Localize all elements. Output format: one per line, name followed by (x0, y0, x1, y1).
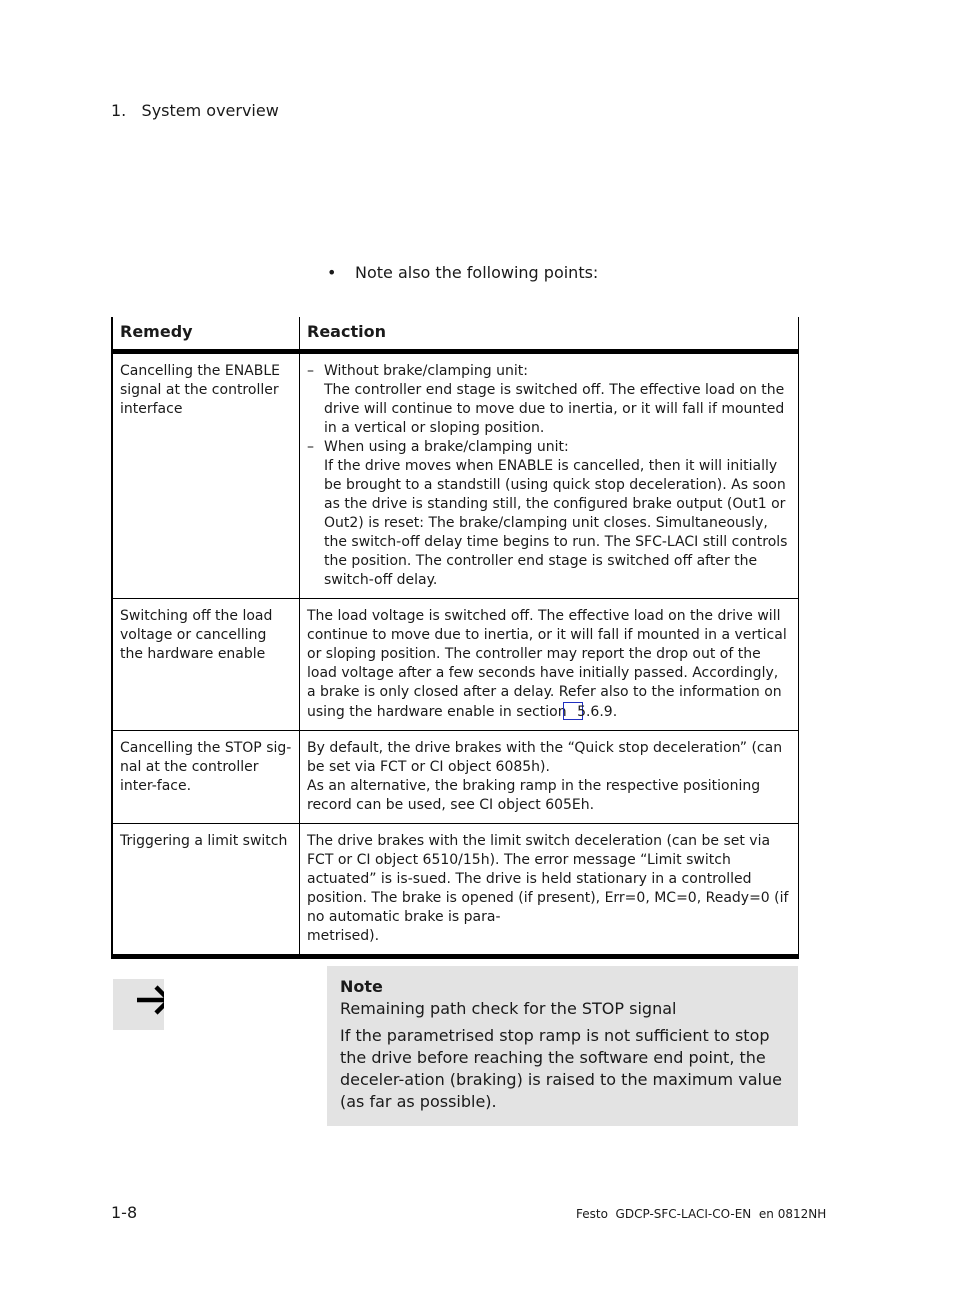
reaction-cell (300, 824, 799, 957)
remedy-cell: Cancelling the STOP sig-nal at the controller inter-face. (112, 731, 300, 824)
dash-glyph: – (307, 363, 314, 379)
table-row (112, 599, 799, 731)
running-header (111, 101, 279, 120)
reaction-cell (300, 352, 799, 599)
table-header-row (112, 317, 799, 352)
reaction-cell (300, 731, 799, 824)
chapter-number: 1. (111, 101, 127, 120)
dash-glyph: – (307, 439, 314, 455)
intro-bullet (327, 263, 598, 282)
page-number: 1-8 (111, 1203, 138, 1222)
list-item-heading: Without brake/clamping unit: (324, 363, 528, 379)
arrow-right-icon (113, 979, 164, 1030)
reaction-line: metrised). (307, 928, 380, 944)
note-arrow-box (113, 979, 164, 1030)
note-box (327, 966, 798, 1126)
remedy-cell: Cancelling the ENABLE signal at the controller interface (112, 352, 300, 599)
intro-text: Note also the following points: (355, 263, 599, 282)
document-id: Festo GDCP-SFC-LACI-CO-EN en 0812NH (576, 1207, 827, 1221)
header-remedy: Remedy (112, 317, 300, 352)
reaction-cell (300, 599, 799, 731)
note-body: If the parametrised stop ramp is not sufficient to stop the drive before reaching the software end point, the deceler-ation (braking) is raised to the maximum value (as far as possible). (340, 1026, 782, 1111)
reaction-text: The load voltage is switched off. The effective load on the drive will continue to move due to inertia, or it will fall if mounted in a vertical or sloping position. The controller may report the drop out of the load voltage after a few seconds have initially passed. Accordingly, a brake is only closed after a delay. Refer also to the information on using the hardware enable in section (307, 608, 787, 720)
remedy-cell: Triggering a limit switch (112, 824, 300, 957)
reaction-line: The drive brakes with the limit switch deceleration (can be set via FCT or CI object 6510/15h). The error message “Limit switch actuated” is is-sued. The drive is held stationary in a controlled position. The brake is opened (if present), Err=0, MC=0, Ready=0 (if no automatic brake is para- (307, 833, 789, 925)
header-reaction: Reaction (300, 317, 799, 352)
remedy-cell: Switching off the load voltage or cancelling the hardware enable (112, 599, 300, 731)
list-item-heading: When using a brake/clamping unit: (324, 439, 569, 455)
reaction-line: By default, the drive brakes with the “Quick stop deceleration” (can be set via FCT or CI object 6085h). (307, 740, 783, 775)
list-item (307, 438, 791, 590)
note-subtitle: Remaining path check for the STOP signal (340, 999, 677, 1018)
list-item (307, 362, 791, 438)
remedy-reaction-table (111, 317, 799, 959)
note-title: Note (340, 977, 383, 996)
list-item-text: The controller end stage is switched off. The effective load on the drive will continue to move due to inertia, or it will fall if mounted in a vertical or sloping position. (324, 382, 785, 436)
table-row (112, 731, 799, 824)
list-item-text: If the drive moves when ENABLE is cancelled, then it will initially be brought to a standstill (using quick stop deceleration). As soon as the drive is standing still, the configured brake output (Out1 or Out2) is reset: The brake/clamping unit closes. Simultaneously, the switch-off delay time begins to run. The SFC-LACI still controls the position. The controller end stage is switched off after the switch-off delay. (324, 458, 788, 588)
table-row (112, 824, 799, 957)
table-row (112, 352, 799, 599)
bullet-glyph: • (327, 263, 337, 282)
chapter-title: System overview (141, 101, 279, 120)
section-reference: 5.6.9. (577, 704, 618, 720)
reaction-line: As an alternative, the braking ramp in the respective positioning record can be used, see CI object 605Eh. (307, 778, 761, 813)
